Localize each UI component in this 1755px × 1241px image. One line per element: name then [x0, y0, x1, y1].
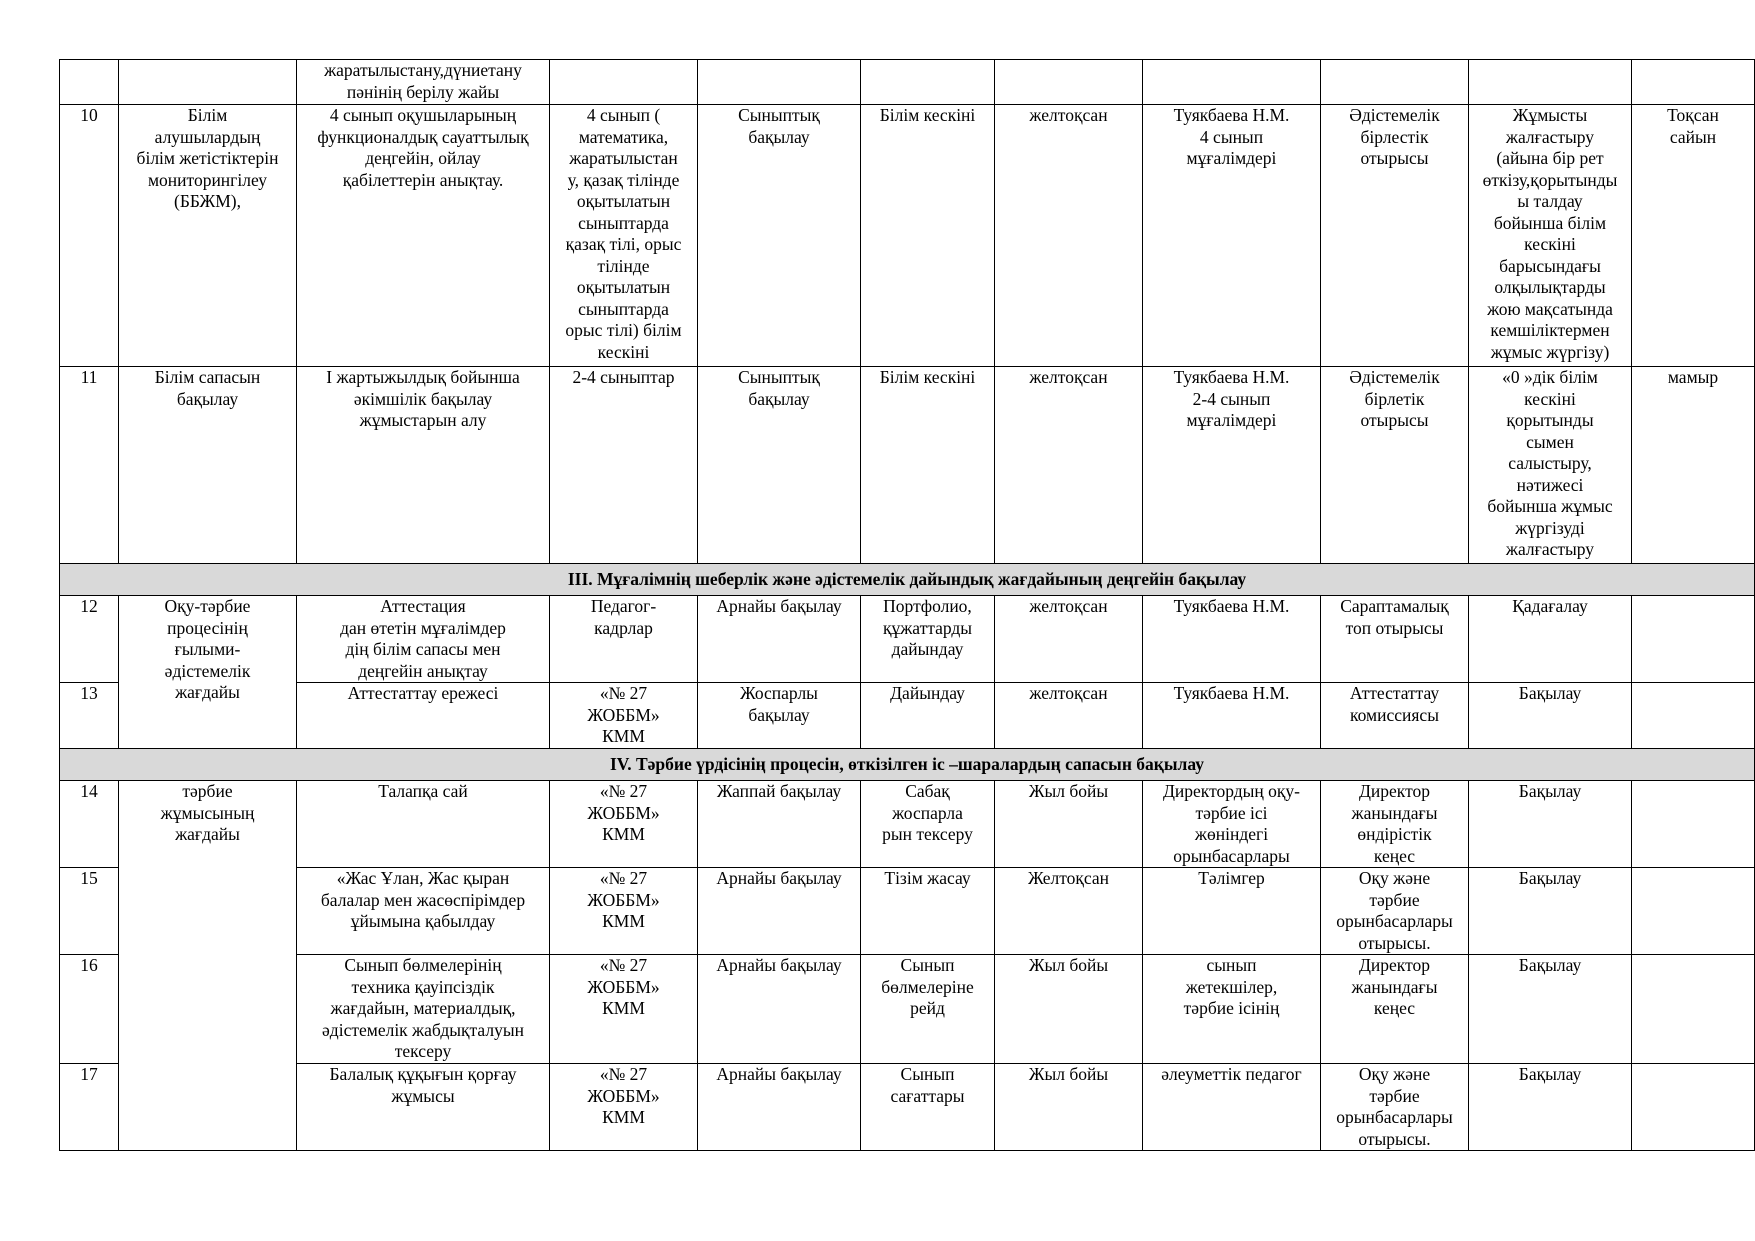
- table-row: [60, 105, 1755, 367]
- control-responsible: Туякбаева Н.М.: [1143, 683, 1321, 749]
- control-type: Арнайы бақылау: [698, 596, 861, 683]
- control-content: Балалық құқығын қорғау жұмысы: [297, 1064, 550, 1151]
- row-number: [60, 60, 119, 105]
- control-object: 4 сынып ( математика, жаратылыстан у, қазақ тілінде оқытылатын сыныптарда қазақ тілі, орыс тілінде оқытылатын сыныптарда орыс тілі) білім кескіні: [550, 105, 698, 367]
- control-method: Сынып сағаттары: [861, 1064, 995, 1151]
- row-number: 14: [60, 781, 119, 868]
- control-method: Тізім жасау: [861, 868, 995, 955]
- control-decision: Бақылау: [1469, 683, 1632, 749]
- row-number: 10: [60, 105, 119, 367]
- control-method: [861, 60, 995, 105]
- control-object: «№ 27 ЖОББМ» КММ: [550, 781, 698, 868]
- control-direction: Оқу-тәрбие процесінің ғылыми- әдістемелік жағдайы: [119, 596, 297, 749]
- control-type: [698, 60, 861, 105]
- control-decision: Бақылау: [1469, 955, 1632, 1064]
- control-responsible: Туякбаева Н.М.: [1143, 596, 1321, 683]
- control-method: Білім кескіні: [861, 105, 995, 367]
- control-type: Арнайы бақылау: [698, 955, 861, 1064]
- control-direction: тәрбие жұмысының жағдайы: [119, 781, 297, 1151]
- control-recheck: [1632, 1064, 1755, 1151]
- row-number: 12: [60, 596, 119, 683]
- control-content: І жартыжылдық бойынша әкімшілік бақылау жұмыстарын алу: [297, 367, 550, 564]
- section-header: [60, 564, 1755, 596]
- control-deadline: [995, 60, 1143, 105]
- control-review-place: Сараптамалық топ отырысы: [1321, 596, 1469, 683]
- control-content: «Жас Ұлан, Жас қыран балалар мен жасөспірімдер ұйымына қабылдау: [297, 868, 550, 955]
- control-review-place: [1321, 60, 1469, 105]
- control-review-place: Оқу және тәрбие орынбасарлары отырысы.: [1321, 1064, 1469, 1151]
- control-responsible: [1143, 60, 1321, 105]
- control-review-place: Әдістемелік бірлестік отырысы: [1321, 105, 1469, 367]
- control-object: [550, 60, 698, 105]
- control-type: Жоспарлы бақылау: [698, 683, 861, 749]
- control-review-place: Әдістемелік бірлетік отырысы: [1321, 367, 1469, 564]
- control-deadline: желтоқсан: [995, 596, 1143, 683]
- control-decision: Қадағалау: [1469, 596, 1632, 683]
- control-responsible: Директордың оқу- тәрбие ісі жөніндегі орынбасарлары: [1143, 781, 1321, 868]
- control-recheck: [1632, 781, 1755, 868]
- control-direction: Білім алушылардың білім жетістіктерін мониторингілеу (ББЖМ),: [119, 105, 297, 367]
- control-decision: Жұмысты жалғастыру (айына бір рет өткізу,қорытынды ы талдау бойынша білім кескіні барысындағы олқылықтарды жою мақсатында кемшіліктермен жұмыс жүргізу): [1469, 105, 1632, 367]
- control-deadline: желтоқсан: [995, 683, 1143, 749]
- control-type: Жаппай бақылау: [698, 781, 861, 868]
- control-deadline: Жыл бойы: [995, 781, 1143, 868]
- control-review-place: Директор жанындағы кеңес: [1321, 955, 1469, 1064]
- control-decision: «0 »дік білім кескіні қорытынды сымен салыстыру, нәтижесі бойынша жұмыс жүргізуді жалғастыру: [1469, 367, 1632, 564]
- section-title: ІV. Тәрбие үрдісінің процесін, өткізілген іс –шаралардың сапасын бақылау: [60, 749, 1755, 781]
- control-content: 4 сынып оқушыларының функционалдық сауаттылық деңгейін, ойлау қабілеттерін анықтау.: [297, 105, 550, 367]
- control-method: Портфолио, құжаттарды дайындау: [861, 596, 995, 683]
- row-number: 16: [60, 955, 119, 1064]
- control-decision: Бақылау: [1469, 781, 1632, 868]
- control-method: Сынып бөлмелеріне рейд: [861, 955, 995, 1064]
- control-recheck: [1632, 60, 1755, 105]
- control-deadline: Желтоқсан: [995, 868, 1143, 955]
- row-number: 11: [60, 367, 119, 564]
- table-row: [60, 1064, 1755, 1151]
- row-number: 15: [60, 868, 119, 955]
- control-content: жаратылыстану,дүниетану пәнінің берілу жайы: [297, 60, 550, 105]
- table-row: [60, 955, 1755, 1064]
- table-row: [60, 781, 1755, 868]
- control-content: Сынып бөлмелерінің техника қауіпсіздік жағдайын, материалдық, әдістемелік жабдықталуын тексеру: [297, 955, 550, 1064]
- control-method: Дайындау: [861, 683, 995, 749]
- control-decision: [1469, 60, 1632, 105]
- control-responsible: Тәлімгер: [1143, 868, 1321, 955]
- control-plan-table: [59, 59, 1755, 1151]
- row-number: 17: [60, 1064, 119, 1151]
- control-review-place: Оқу және тәрбие орынбасарлары отырысы.: [1321, 868, 1469, 955]
- control-recheck: [1632, 683, 1755, 749]
- control-deadline: Жыл бойы: [995, 1064, 1143, 1151]
- control-content: Аттестаттау ережесі: [297, 683, 550, 749]
- control-recheck: [1632, 868, 1755, 955]
- control-responsible: Туякбаева Н.М. 4 сынып мұғалімдері: [1143, 105, 1321, 367]
- control-object: «№ 27 ЖОББМ» КММ: [550, 868, 698, 955]
- control-decision: Бақылау: [1469, 1064, 1632, 1151]
- control-method: Сабақ жоспарла рын тексеру: [861, 781, 995, 868]
- control-type: Арнайы бақылау: [698, 1064, 861, 1151]
- control-method: Білім кескіні: [861, 367, 995, 564]
- control-recheck: Тоқсан сайын: [1632, 105, 1755, 367]
- control-responsible: әлеуметтік педагог: [1143, 1064, 1321, 1151]
- control-responsible: Туякбаева Н.М. 2-4 сынып мұғалімдері: [1143, 367, 1321, 564]
- control-type: Сыныптық бақылау: [698, 367, 861, 564]
- control-type: Арнайы бақылау: [698, 868, 861, 955]
- control-responsible: сынып жетекшілер, тәрбие ісінің: [1143, 955, 1321, 1064]
- section-title: ІІІ. Мұғалімнің шеберлік және әдістемелік дайындық жағдайының деңгейін бақылау: [60, 564, 1755, 596]
- control-type: Сыныптық бақылау: [698, 105, 861, 367]
- control-decision: Бақылау: [1469, 868, 1632, 955]
- table-row: [60, 683, 1755, 749]
- table-row: [60, 868, 1755, 955]
- section-header: [60, 749, 1755, 781]
- control-object: «№ 27 ЖОББМ» КММ: [550, 1064, 698, 1151]
- table-row: [60, 367, 1755, 564]
- control-review-place: Аттестаттау комиссиясы: [1321, 683, 1469, 749]
- row-number: 13: [60, 683, 119, 749]
- control-recheck: мамыр: [1632, 367, 1755, 564]
- control-object: 2-4 сыныптар: [550, 367, 698, 564]
- control-deadline: желтоқсан: [995, 367, 1143, 564]
- control-direction: [119, 60, 297, 105]
- control-direction: Білім сапасын бақылау: [119, 367, 297, 564]
- control-content: Аттестация дан өтетін мұғалімдер дің білім сапасы мен деңгейін анықтау: [297, 596, 550, 683]
- control-recheck: [1632, 955, 1755, 1064]
- control-deadline: Жыл бойы: [995, 955, 1143, 1064]
- control-content: Талапқа сай: [297, 781, 550, 868]
- control-object: Педагог- кадрлар: [550, 596, 698, 683]
- table-row: [60, 60, 1755, 105]
- control-deadline: желтоқсан: [995, 105, 1143, 367]
- control-review-place: Директор жанындағы өндірістік кеңес: [1321, 781, 1469, 868]
- table-row: [60, 596, 1755, 683]
- control-object: «№ 27 ЖОББМ» КММ: [550, 683, 698, 749]
- control-recheck: [1632, 596, 1755, 683]
- control-object: «№ 27 ЖОББМ» КММ: [550, 955, 698, 1064]
